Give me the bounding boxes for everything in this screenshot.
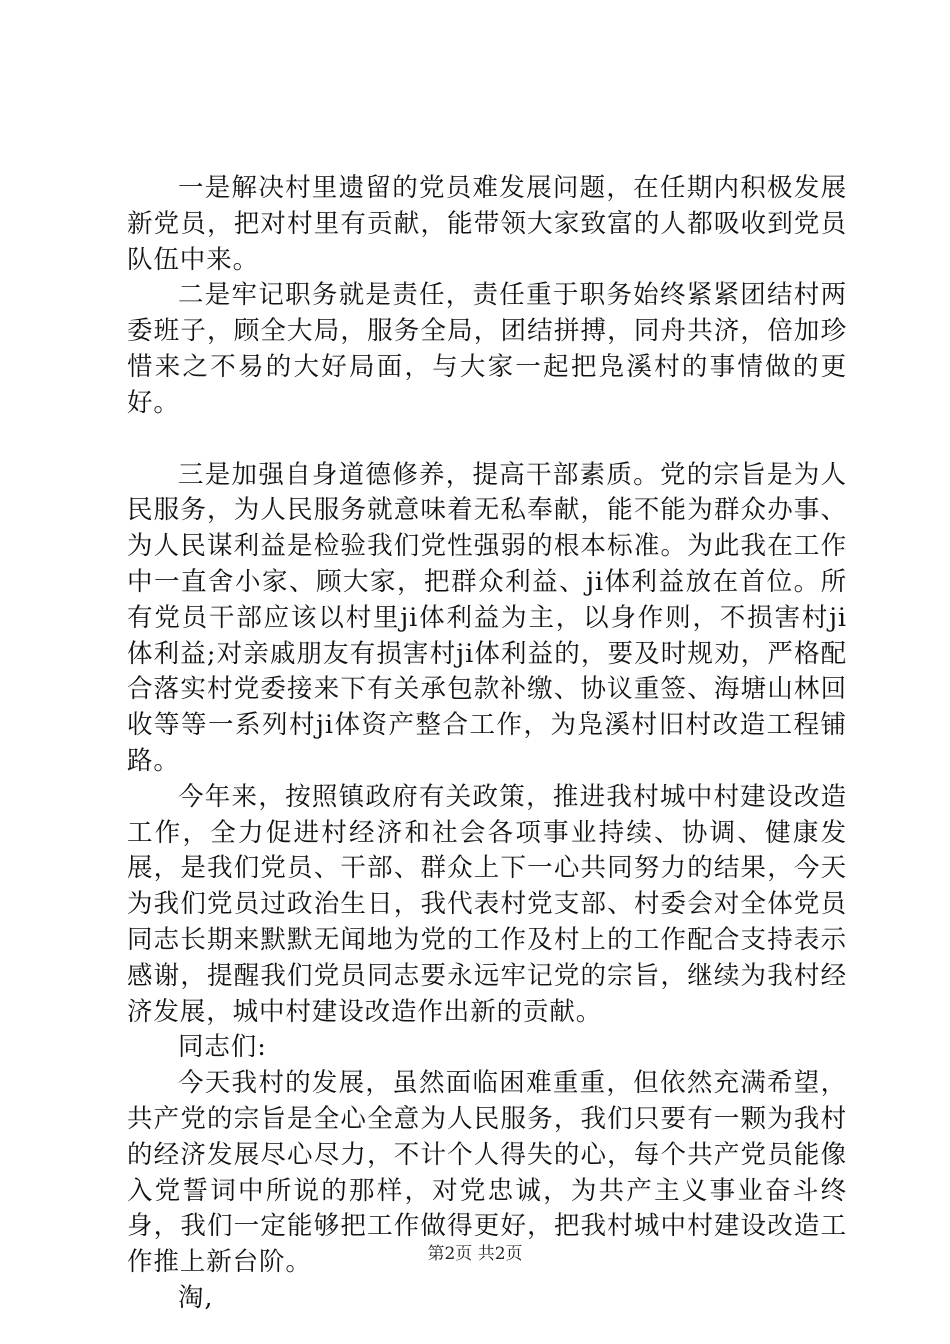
page-number-footer: 第2页 共2页: [427, 1244, 523, 1264]
document-body: [127, 171, 847, 1317]
paragraph-3: 三是加强自身道德修养，提高干部素质。党的宗旨是为人民服务，为人民服务就意味着无私奉献，能不能为群众办事、为人民谋利益是检验我们党性强弱的根本标准。为此我在工作中一直舍小家、顾大家，把群众利益、ji体利益放在首位。所有党员干部应该以村里ji体利益为主，以身作则，不损害村ji体利益;对亲戚朋友有损害村ji体利益的，要及时规劝，严格配合落实村党委接来下有关承包款补缴、协议重签、海塘山林回收等等一系列村ji体资产整合工作，为凫溪村旧村改造工程铺路。: [127, 459, 847, 776]
paragraph-6: 今天我村的发展，虽然面临困难重重，但依然充满希望，共产党的宗旨是全心全意为人民服务，我们只要有一颗为我村的经济发展尽心尽力，不计个人得失的心，每个共产党员能像入党誓词中所说的那样，对党忠诚，为共产主义事业奋斗终身，我们一定能够把工作做得更好，把我村城中村建设改造工作推上新台阶。: [127, 1068, 847, 1278]
paragraph-7: 淘,: [178, 1282, 214, 1313]
paragraph-1: 一是解决村里遗留的党员难发展问题，在任期内积极发展新党员，把对村里有贡献，能带领大家致富的人都吸收到党员队伍中来。: [127, 173, 847, 275]
paragraph-5: 同志们:: [178, 1032, 267, 1063]
paragraph-2: 二是牢记职务就是责任，责任重于职务始终紧紧团结村两委班子，顾全大局，服务全局，团结拼搏，同舟共济，倍加珍惜来之不易的大好局面，与大家一起把凫溪村的事情做的更好。: [127, 280, 847, 418]
paragraph-4: 今年来，按照镇政府有关政策，推进我村城中村建设改造工作，全力促进村经济和社会各项事业持续、协调、健康发展，是我们党员、干部、群众上下一心共同努力的结果，今天为我们党员过政治生日，我代表村党支部、村委会对全体党员同志长期来默默无闻地为党的工作及村上的工作配合支持表示感谢，提醒我们党员同志要永远牢记党的宗旨，继续为我村经济发展，城中村建设改造作出新的贡献。: [127, 781, 847, 1027]
